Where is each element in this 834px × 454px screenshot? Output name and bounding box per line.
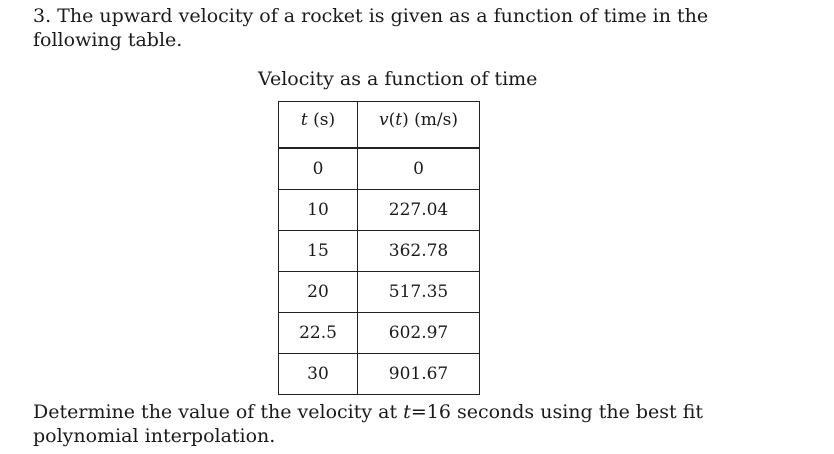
table-row — [279, 189, 480, 230]
question-text — [33, 400, 793, 448]
time-cell: 20 — [279, 271, 358, 312]
table-caption: Velocity as a function of time — [258, 68, 538, 90]
question-var: t — [403, 401, 411, 423]
time-cell: 0 — [279, 148, 358, 190]
time-cell: 30 — [279, 353, 358, 394]
question-before: Determine the value of the velocity at — [33, 401, 404, 423]
velocity-cell: 602.97 — [358, 312, 480, 353]
time-cell: 15 — [279, 230, 358, 271]
header-velocity-open: ( — [388, 110, 396, 130]
table-row — [279, 312, 480, 353]
velocity-table — [278, 101, 480, 395]
table-row — [279, 271, 480, 312]
table-row — [279, 230, 480, 271]
table-row — [279, 148, 480, 190]
question-after: =16 seconds using the best fit polynomial interpolation. — [33, 401, 704, 447]
velocity-cell: 362.78 — [358, 230, 480, 271]
table-row — [279, 353, 480, 394]
header-time-unit: (s) — [307, 110, 336, 130]
velocity-cell: 517.35 — [358, 271, 480, 312]
header-velocity — [358, 102, 480, 148]
time-cell: 22.5 — [279, 312, 358, 353]
header-time — [279, 102, 358, 148]
problem-statement: 3. The upward velocity of a rocket is given as a function of time in the following table. — [33, 5, 709, 51]
header-velocity-close: ) — [402, 110, 409, 130]
time-cell: 10 — [279, 189, 358, 230]
header-velocity-var: v — [379, 110, 389, 130]
header-velocity-unit: (m/s) — [408, 110, 458, 130]
header-time-var: t — [300, 110, 308, 130]
velocity-cell: 227.04 — [358, 189, 480, 230]
table-header-row — [279, 102, 480, 148]
header-velocity-arg: t — [395, 110, 403, 130]
velocity-cell: 901.67 — [358, 353, 480, 394]
velocity-cell: 0 — [358, 148, 480, 190]
